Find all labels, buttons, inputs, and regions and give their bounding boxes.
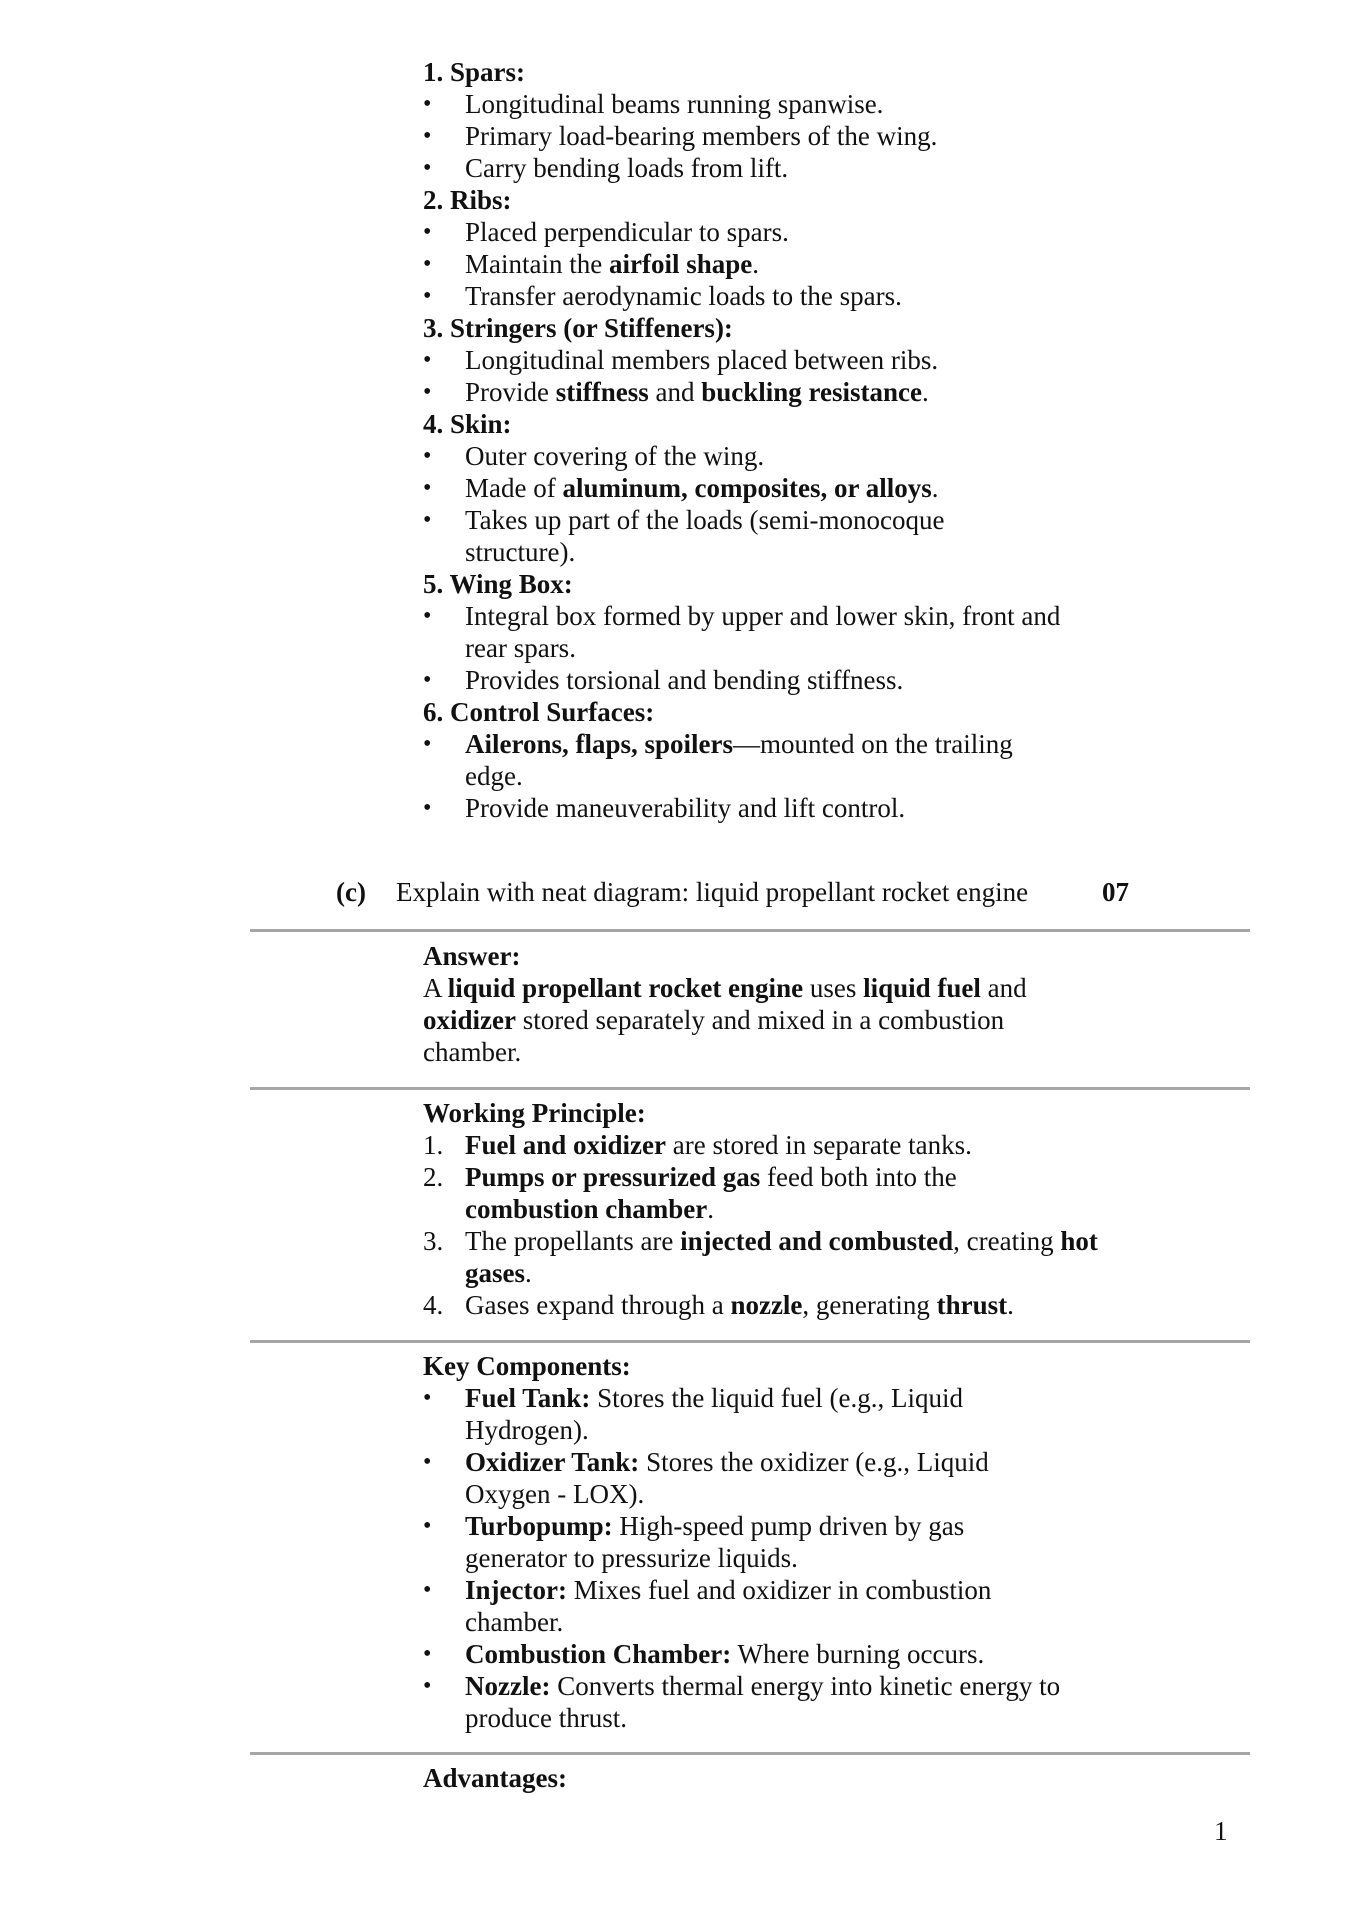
spars-list [423,88,1103,184]
text-run: A [423,973,448,1003]
spars-heading: 1. Spars: [423,57,526,87]
question-row [336,876,1136,910]
text-run: Gases expand through a [465,1290,731,1320]
list-item: • Longitudinal beams running spanwise. [423,88,1103,120]
text-run: The propellants are [465,1226,681,1256]
bold-text: stiffness [555,377,649,407]
list-item: • Integral box formed by upper and lower skin, front and rear spars. [423,600,1103,664]
key-components-heading: Key Components: [423,1351,631,1381]
text-run: Made of [465,473,563,503]
bold-text: nozzle [730,1290,803,1320]
bold-text: Ailerons, flaps, spoilers [465,729,734,759]
key-components-section [423,1350,1103,1734]
list-item [423,1574,1045,1638]
bold-text: Turbopump: [465,1511,613,1541]
question-label: (c) [336,877,366,907]
bold-text: Combustion Chamber: [465,1639,732,1669]
advantages-heading: Advantages: [423,1763,568,1793]
question-marks: 07 [1102,877,1129,907]
bold-text: Nozzle: [465,1671,551,1701]
bold-text: Fuel and oxidizer [465,1130,666,1160]
bold-text: liquid propellant rocket engine [447,973,804,1003]
step-number: 3. [423,1226,444,1256]
stringers-list [423,344,1103,408]
bold-text: Oxidizer Tank: [465,1447,640,1477]
bold-text: Injector: [465,1575,567,1605]
bold-text: airfoil shape [608,249,753,279]
bold-text: hot gases [465,1226,1098,1288]
answer-text [423,972,1063,1068]
text-run: Where burning occurs. [731,1639,985,1669]
ribs-heading: 2. Ribs: [423,185,512,215]
text-run: . [525,1258,532,1288]
ribs-list [423,216,1103,312]
skin-list [423,440,1103,568]
question-text: Explain with neat diagram: liquid propellant rocket engine [396,877,1029,907]
list-item [423,1225,1125,1289]
advantages-section [423,1762,1103,1794]
list-item [423,1289,1103,1321]
list-item [423,728,1065,792]
step-number: 2. [423,1162,444,1192]
list-item [423,1510,1025,1574]
list-item: • Longitudinal members placed between ribs. [423,344,1103,376]
list-item: • Provide maneuverability and lift control. [423,792,1103,824]
text-run: feed both into the [760,1162,957,1192]
list-item [423,376,1103,408]
bold-text: aluminum, composites, or alloys [562,473,932,503]
list-item: • Carry bending loads from lift. [423,152,1103,184]
bold-text: Pumps or pressurized gas [465,1162,761,1192]
working-steps [423,1129,1103,1321]
divider [250,1340,1250,1343]
step-number: 1. [423,1130,444,1160]
text-run: . [1007,1290,1014,1320]
bold-text: liquid fuel [863,973,981,1003]
text-run: Stores the liquid fuel (e.g., Liquid Hydrogen). [465,1383,963,1445]
control-surfaces-heading: 6. Control Surfaces: [423,697,655,727]
text-run: Mixes fuel and oxidizer in combustion chamber. [465,1575,992,1637]
text-run: . [707,1194,714,1224]
working-principle-heading: Working Principle: [423,1098,646,1128]
list-item [423,1129,1103,1161]
text-run: Maintain the [465,249,609,279]
stringers-heading: 3. Stringers (or Stiffeners): [423,313,733,343]
text-run: Stores the oxidizer (e.g., Liquid Oxygen - LOX). [465,1447,989,1509]
text-run: . [922,377,929,407]
list-item: • Primary load-bearing members of the wing. [423,120,1103,152]
answer-heading: Answer: [423,941,521,971]
text-run: —mounted on the trailing edge. [465,729,1013,791]
list-item: • Takes up part of the loads (semi-monocoque structure). [423,504,1025,568]
text-run: High-speed pump driven by gas generator to pressurize liquids. [465,1511,965,1573]
text-run: Converts thermal energy into kinetic energy to produce thrust. [465,1671,1061,1733]
text-run: Provide [465,377,556,407]
wing-structure-section [423,56,1103,824]
components-list [423,1382,1103,1734]
list-item: • Outer covering of the wing. [423,440,1103,472]
text-run: uses [803,973,864,1003]
page-number: 1 [1214,1816,1228,1846]
text-run: and [980,973,1027,1003]
step-number: 4. [423,1290,444,1320]
list-item [423,1446,1025,1510]
list-item [423,1161,1025,1225]
text-run: . [931,473,939,503]
text-run: are stored in separate tanks. [666,1130,972,1160]
text-run: and [648,377,702,407]
bold-text: Fuel Tank: [465,1383,591,1413]
bold-text: oxidizer [423,1005,516,1035]
working-principle-section [423,1097,1103,1321]
divider [250,929,1250,932]
bold-text: buckling resistance [701,377,923,407]
list-item [423,1382,995,1446]
control-surfaces-list [423,728,1103,824]
text-run: , generating [802,1290,937,1320]
bold-text: injected and combusted [680,1226,954,1256]
wing-box-heading: 5. Wing Box: [423,569,573,599]
answer-section [423,940,1063,1068]
list-item [423,248,1103,280]
skin-heading: 4. Skin: [423,409,512,439]
list-item: • Provides torsional and bending stiffness. [423,664,1103,696]
list-item [423,1670,1115,1734]
text-run: stored separately and mixed in a combustion chamber. [423,1005,1005,1067]
divider [250,1087,1250,1090]
text-run: , creating [953,1226,1061,1256]
list-item: • Placed perpendicular to spars. [423,216,1103,248]
list-item: • Transfer aerodynamic loads to the spars. [423,280,1103,312]
text-run: . [752,249,759,279]
list-item [423,1638,1103,1670]
bold-text: combustion chamber [465,1194,708,1224]
bold-text: thrust [936,1290,1008,1320]
wing-box-list [423,600,1103,696]
divider [250,1752,1250,1755]
list-item [423,472,1103,504]
